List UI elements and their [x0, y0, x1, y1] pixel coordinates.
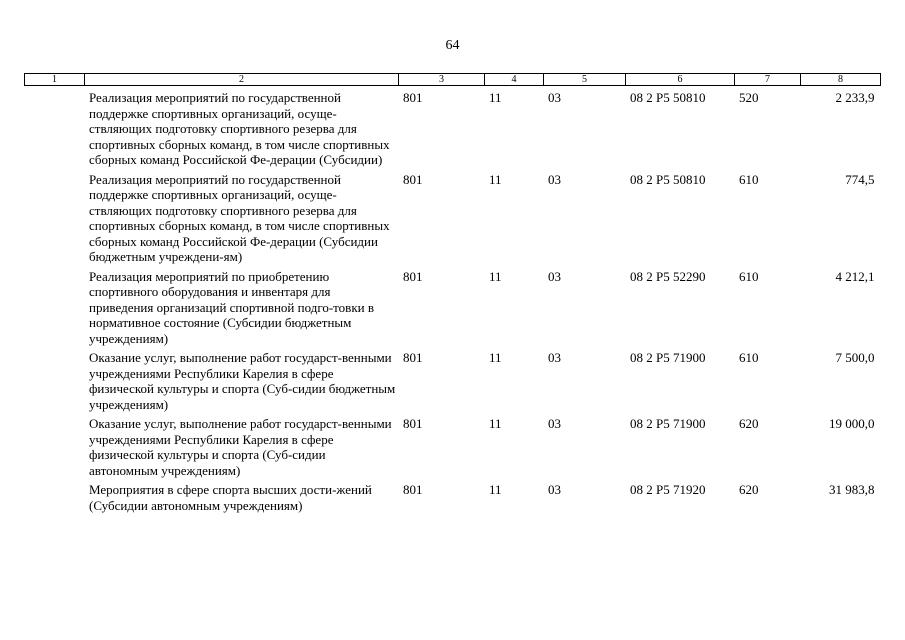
column-header-3: 3	[399, 74, 485, 86]
cell-col6: 08 2 Р5 50810	[630, 171, 706, 187]
cell-amount: 19 000,0	[829, 416, 875, 431]
cell-col6: 08 2 Р5 50810	[630, 90, 706, 105]
table-row	[25, 86, 881, 168]
cell-item-name: Оказание услуг, выполнение работ государст-венными учреждениями Республики Карелия в сфере физической культуры и спорта (Суб-сидии бюджетным учреждениям)	[89, 350, 396, 412]
column-header-8: 8	[801, 74, 881, 86]
column-header-4: 4	[485, 74, 544, 86]
cell-col5: 03	[548, 90, 561, 105]
cell-col6: 08 2 Р5 52290	[630, 268, 706, 284]
cell-col7: 610	[739, 350, 759, 365]
cell-amount: 31 983,8	[829, 482, 875, 497]
cell-col7: 610	[739, 171, 759, 187]
column-header-6: 6	[626, 74, 735, 86]
cell-col7: 520	[739, 90, 759, 105]
cell-col1	[25, 168, 85, 265]
cell-col5: 03	[548, 268, 561, 284]
cell-amount: 2 233,9	[835, 90, 875, 105]
cell-amount: 774,5	[845, 171, 875, 187]
cell-col3: 801	[403, 268, 423, 284]
table-row	[25, 168, 881, 265]
cell-item-name: Реализация мероприятий по государственной поддержке спортивных организаций, осуще-ствляющих подготовку спортивного резерва для спортивных сборных команд, в том числе спортивных сборных команд Российской Фе-дерации (Субсидии бюджетным учреждени-ям)	[89, 171, 390, 264]
cell-col1	[25, 412, 85, 478]
cell-col1	[25, 346, 85, 412]
cell-item-name: Мероприятия в сфере спорта высших дости-жений (Субсидии автономным учреждениям)	[89, 482, 372, 513]
cell-col4: 11	[489, 171, 502, 187]
column-header-1: 1	[25, 74, 85, 86]
cell-amount: 7 500,0	[835, 350, 875, 365]
cell-col5: 03	[548, 416, 561, 431]
cell-col3: 801	[403, 350, 423, 365]
cell-col4: 11	[489, 268, 502, 284]
header-row	[25, 74, 881, 86]
cell-col4: 11	[489, 90, 502, 105]
cell-col3: 801	[403, 90, 423, 105]
cell-col3: 801	[403, 482, 423, 497]
table-header	[25, 74, 881, 86]
cell-col5: 03	[548, 350, 561, 365]
cell-col1	[25, 478, 85, 513]
cell-item-name: Реализация мероприятий по приобретению спортивного оборудования и инвентаря для приведения организаций спортивной подго-товки в нормативное состояние (Субсидии бюджетным учреждениям)	[89, 268, 374, 346]
page-number: 64	[445, 38, 460, 53]
cell-col3: 801	[403, 416, 423, 431]
cell-col6: 08 2 Р5 71900	[630, 416, 706, 431]
cell-col6: 08 2 Р5 71900	[630, 350, 706, 365]
column-header-2: 2	[85, 74, 399, 86]
table-row	[25, 265, 881, 347]
cell-col5: 03	[548, 482, 561, 497]
cell-col4: 11	[489, 350, 502, 365]
cell-col1	[25, 265, 85, 347]
table-row	[25, 346, 881, 412]
column-header-5: 5	[544, 74, 626, 86]
cell-col7: 610	[739, 268, 759, 284]
cell-col5: 03	[548, 171, 561, 187]
cell-col7: 620	[739, 416, 759, 431]
cell-col7: 620	[739, 482, 759, 497]
cell-item-name: Реализация мероприятий по государственной поддержке спортивных организаций, осуще-ствляющих подготовку спортивного резерва для спортивных сборных команд, в том числе спортивных сборных команд Российской Фе-дерации (Субсидии)	[89, 90, 390, 167]
cell-item-name: Оказание услуг, выполнение работ государст-венными учреждениями Республики Карелия в сфере физической культуры и спорта (Суб-сидии автономным учреждениям)	[89, 416, 392, 478]
cell-col4: 11	[489, 482, 502, 497]
column-header-7: 7	[735, 74, 801, 86]
table-body	[25, 86, 881, 514]
cell-col1	[25, 86, 85, 168]
cell-amount: 4 212,1	[835, 268, 875, 284]
cell-col4: 11	[489, 416, 502, 431]
table-row	[25, 478, 881, 513]
budget-table	[24, 73, 881, 513]
cell-col3: 801	[403, 171, 423, 187]
cell-col6: 08 2 Р5 71920	[630, 482, 706, 497]
table-row	[25, 412, 881, 478]
